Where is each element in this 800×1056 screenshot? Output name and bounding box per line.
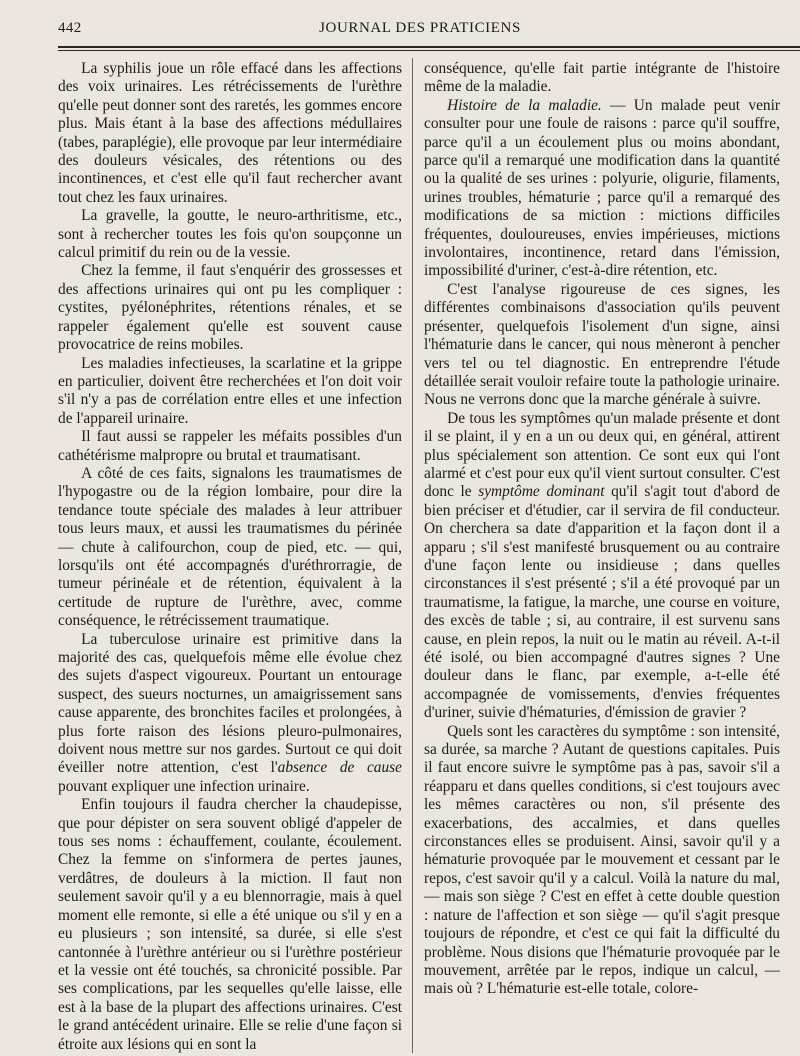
text-run: De tous les symptômes qu'un malade présente et dont il se plaint, il y en a un ou deux qui, en général, attirent plus spécialement son attention. Ce sont eux qui l'ont alarmé et c'est pour eux qu'il vient surtout consulter. C'est donc le [424,409,780,501]
paragraph [424,60,780,97]
text-run: Enfin toujours il faudra chercher la chaudepisse, que pour dépister on sera souvent obligé d'appeler de tous ses noms : échauffement, coulante, écoulement. Chez la femme on s'informera de pertes jaunes, verdâtres, de douleurs à la miction. Il faut non seulement savoir qu'il y a eu blennorragie, mais à quel moment elle remonte, si elle a été unique ou s'il y en a eu plusieurs ; son intensité, sa durée, si elle s'est cantonnée à l'urèthre antérieur ou si l'urèthre postérieur et la vessie ont été touchés, sa chronicité possible. Par ses complications, par les sequelles qu'elle laisse, elle est à la base de la plupart des affections urinaires. C'est le grand antécédent urinaire. Elle se relie d'une façon si étroite aux lésions qui en sont la [58,796,402,1053]
text-run: Quels sont les caractères du symptôme : son intensité, sa durée, sa marche ? Autant de questions capitales. Puis il faut encore suivre le symptôme pas à pas, savoir s'il a réapparu et dans quelles conditions, si c'est toujours avec les mêmes caractères ou non, s'il présente des exacerbations, des accalmies, et dans quelles circonstances elles se produisent. Ainsi, savoir qu'il y a hématurie provoquée par le mouvement et cessant par le repos, c'est savoir qu'il y a calcul. Voilà la nature du mal, — mais son siège ? C'est en effet à cette double question : nature de l'affection et son siège — qu'il s'agit presque toujours de répondre, et c'est ce qui fait la difficulté du problème. Nous disions que l'hématurie provoquée par le mouvement, arrêtée par le repos, indique un calcul, — mais où ? L'hématurie est-elle totale, colore- [424,722,780,998]
italic-text: symptôme dominant [478,483,605,501]
text-run: Chez la femme, il faut s'enquérir des grossesses et des affections urinaires qui ont pu les compliquer : cystites, pyélonéphrites, rétentions rénales, et se rappeler également qu'elle est souvent cause provocatrice de reins mobiles. [58,262,402,354]
paragraph [424,410,780,723]
paragraph [58,207,402,262]
text-run: La syphilis joue un rôle effacé dans les affections des voix urinaires. Les rétrécissements de l'urèthre qu'elle peut donner sont des raretés, les gommes encore plus. Mais étant à la base des affections médullaires (tabes, paraplégie), elle provoque par leur intermédiaire des douleurs vésicales, des rétentions ou des incontinences, et c'est elle qu'il faut rechercher avant tout chez les faux urinaires. [58,60,402,206]
paragraph [58,60,402,207]
page-number: 442 [58,20,82,36]
paragraph [424,723,780,999]
page-header [58,20,782,40]
header-rule-thin [58,50,800,51]
left-column [58,60,402,1054]
text-run: A côté de ces faits, signalons les traumatismes de l'hypogastre ou de la région lombaire, pour dire la tendance toute spéciale des malades à leur attribuer tous leurs maux, et aussi les traumatismes du périnée — chute à califourchon, coup de pied, etc. — qui, lorsqu'ils ont été accompagnés d'uréthrorragie, de tumeur périnéale et de rétention, équivalent à la certitude de rupture de l'urèthre, avec, comme conséquence, le rétrécissement traumatique. [58,464,402,630]
paragraph [58,262,402,354]
text-run: Il faut aussi se rappeler les méfaits possibles d'un cathétérisme malpropre ou brutal et traumatisant. [58,428,402,464]
paragraph [424,97,780,281]
paragraph [424,281,780,410]
text-run: pouvant expliquer une infection urinaire. [58,777,310,795]
paragraph [58,631,402,797]
text-run: Les maladies infectieuses, la scarlatine et la grippe en particulier, doivent être recherchées et l'on doit voir s'il n'y a pas de corrélation entre elles et une infection de l'appareil urinaire. [58,354,402,427]
paragraph [58,428,402,465]
text-run: conséquence, qu'elle fait partie intégrante de l'histoire même de la maladie. [424,60,780,96]
text-run: — Un malade peut venir consulter pour une foule de raisons : parce qu'il souffre, parce qu'il a un écoulement plus ou moins abondant, parce qu'il a remarqué une modification dans la quantité ou la qualité de ses urines : polyurie, oligurie, filaments, urines troubles, hématurie ; parce qu'il a remarqué des modifications de sa miction : mictions difficiles fréquentes, douloureuses, envies impérieuses, mictions involontaires, incontinence, retard dans l'émission, impossibilité d'uriner, c'est-à-dire rétention, etc. [424,96,780,280]
italic-text: Histoire de la maladie. [447,96,602,114]
text-run: La tuberculose urinaire est primitive dans la majorité des cas, quelquefois même elle évolue chez des sujets d'aspect vigoureux. Pourtant un entourage suspect, des sueurs nocturnes, un amaigrissement sans cause apparente, des bronchites faciles et prolongées, à plus forte raison des lésions pleuro-pulmonaires, doivent nous mettre sur nos gardes. Surtout ce qui doit éveiller notre attention, c'est l' [58,630,402,777]
column-divider [412,58,413,1053]
paragraph [58,796,402,1054]
journal-title: JOURNAL DES PRATICIENS [319,20,521,36]
paragraph [58,465,402,631]
paragraph [58,355,402,429]
header-rule [58,46,800,48]
right-column [424,60,780,999]
italic-text: absence de cause [277,759,402,777]
text-run: qu'il s'agit tout d'abord de bien préciser et d'étudier, car il servira de fil conducteur. On cherchera sa date d'apparition et la façon dont il a apparu ; s'il s'est manifesté brusquement ou au contraire d'une façon lente ou insidieuse ; dans quelles circonstances il s'est présenté ; s'il a été provoqué par un traumatisme, la fatigue, la marche, une course en voiture, des excès de table ; si, au contraire, il est survenu sans cause, en plein repos, la nuit ou le matin au réveil. A-t-il été isolé, ou bien accompagné d'autres signes ? Une douleur dans le flanc, par exemple, a-t-elle été accompagnée de vomissements, d'envies fréquentes d'uriner, suivie d'hématuries, d'émission de gravier ? [424,483,780,722]
text-run: C'est l'analyse rigoureuse de ces signes, les différentes combinaisons d'association qu'ils peuvent présenter, quelquefois l'isolement d'un signe, ainsi l'hématurie dans le cancer, qui nous mèneront à pencher vers tel ou tel diagnostic. En entreprendre l'étude détaillée serait vouloir refaire toute la pathologie urinaire. Nous ne verrons donc que la marche générale à suivre. [424,280,780,409]
text-run: La gravelle, la goutte, le neuro-arthritisme, etc., sont à rechercher toutes les fois qu'on soupçonne un calcul primitif du rein ou de la vessie. [58,207,402,262]
